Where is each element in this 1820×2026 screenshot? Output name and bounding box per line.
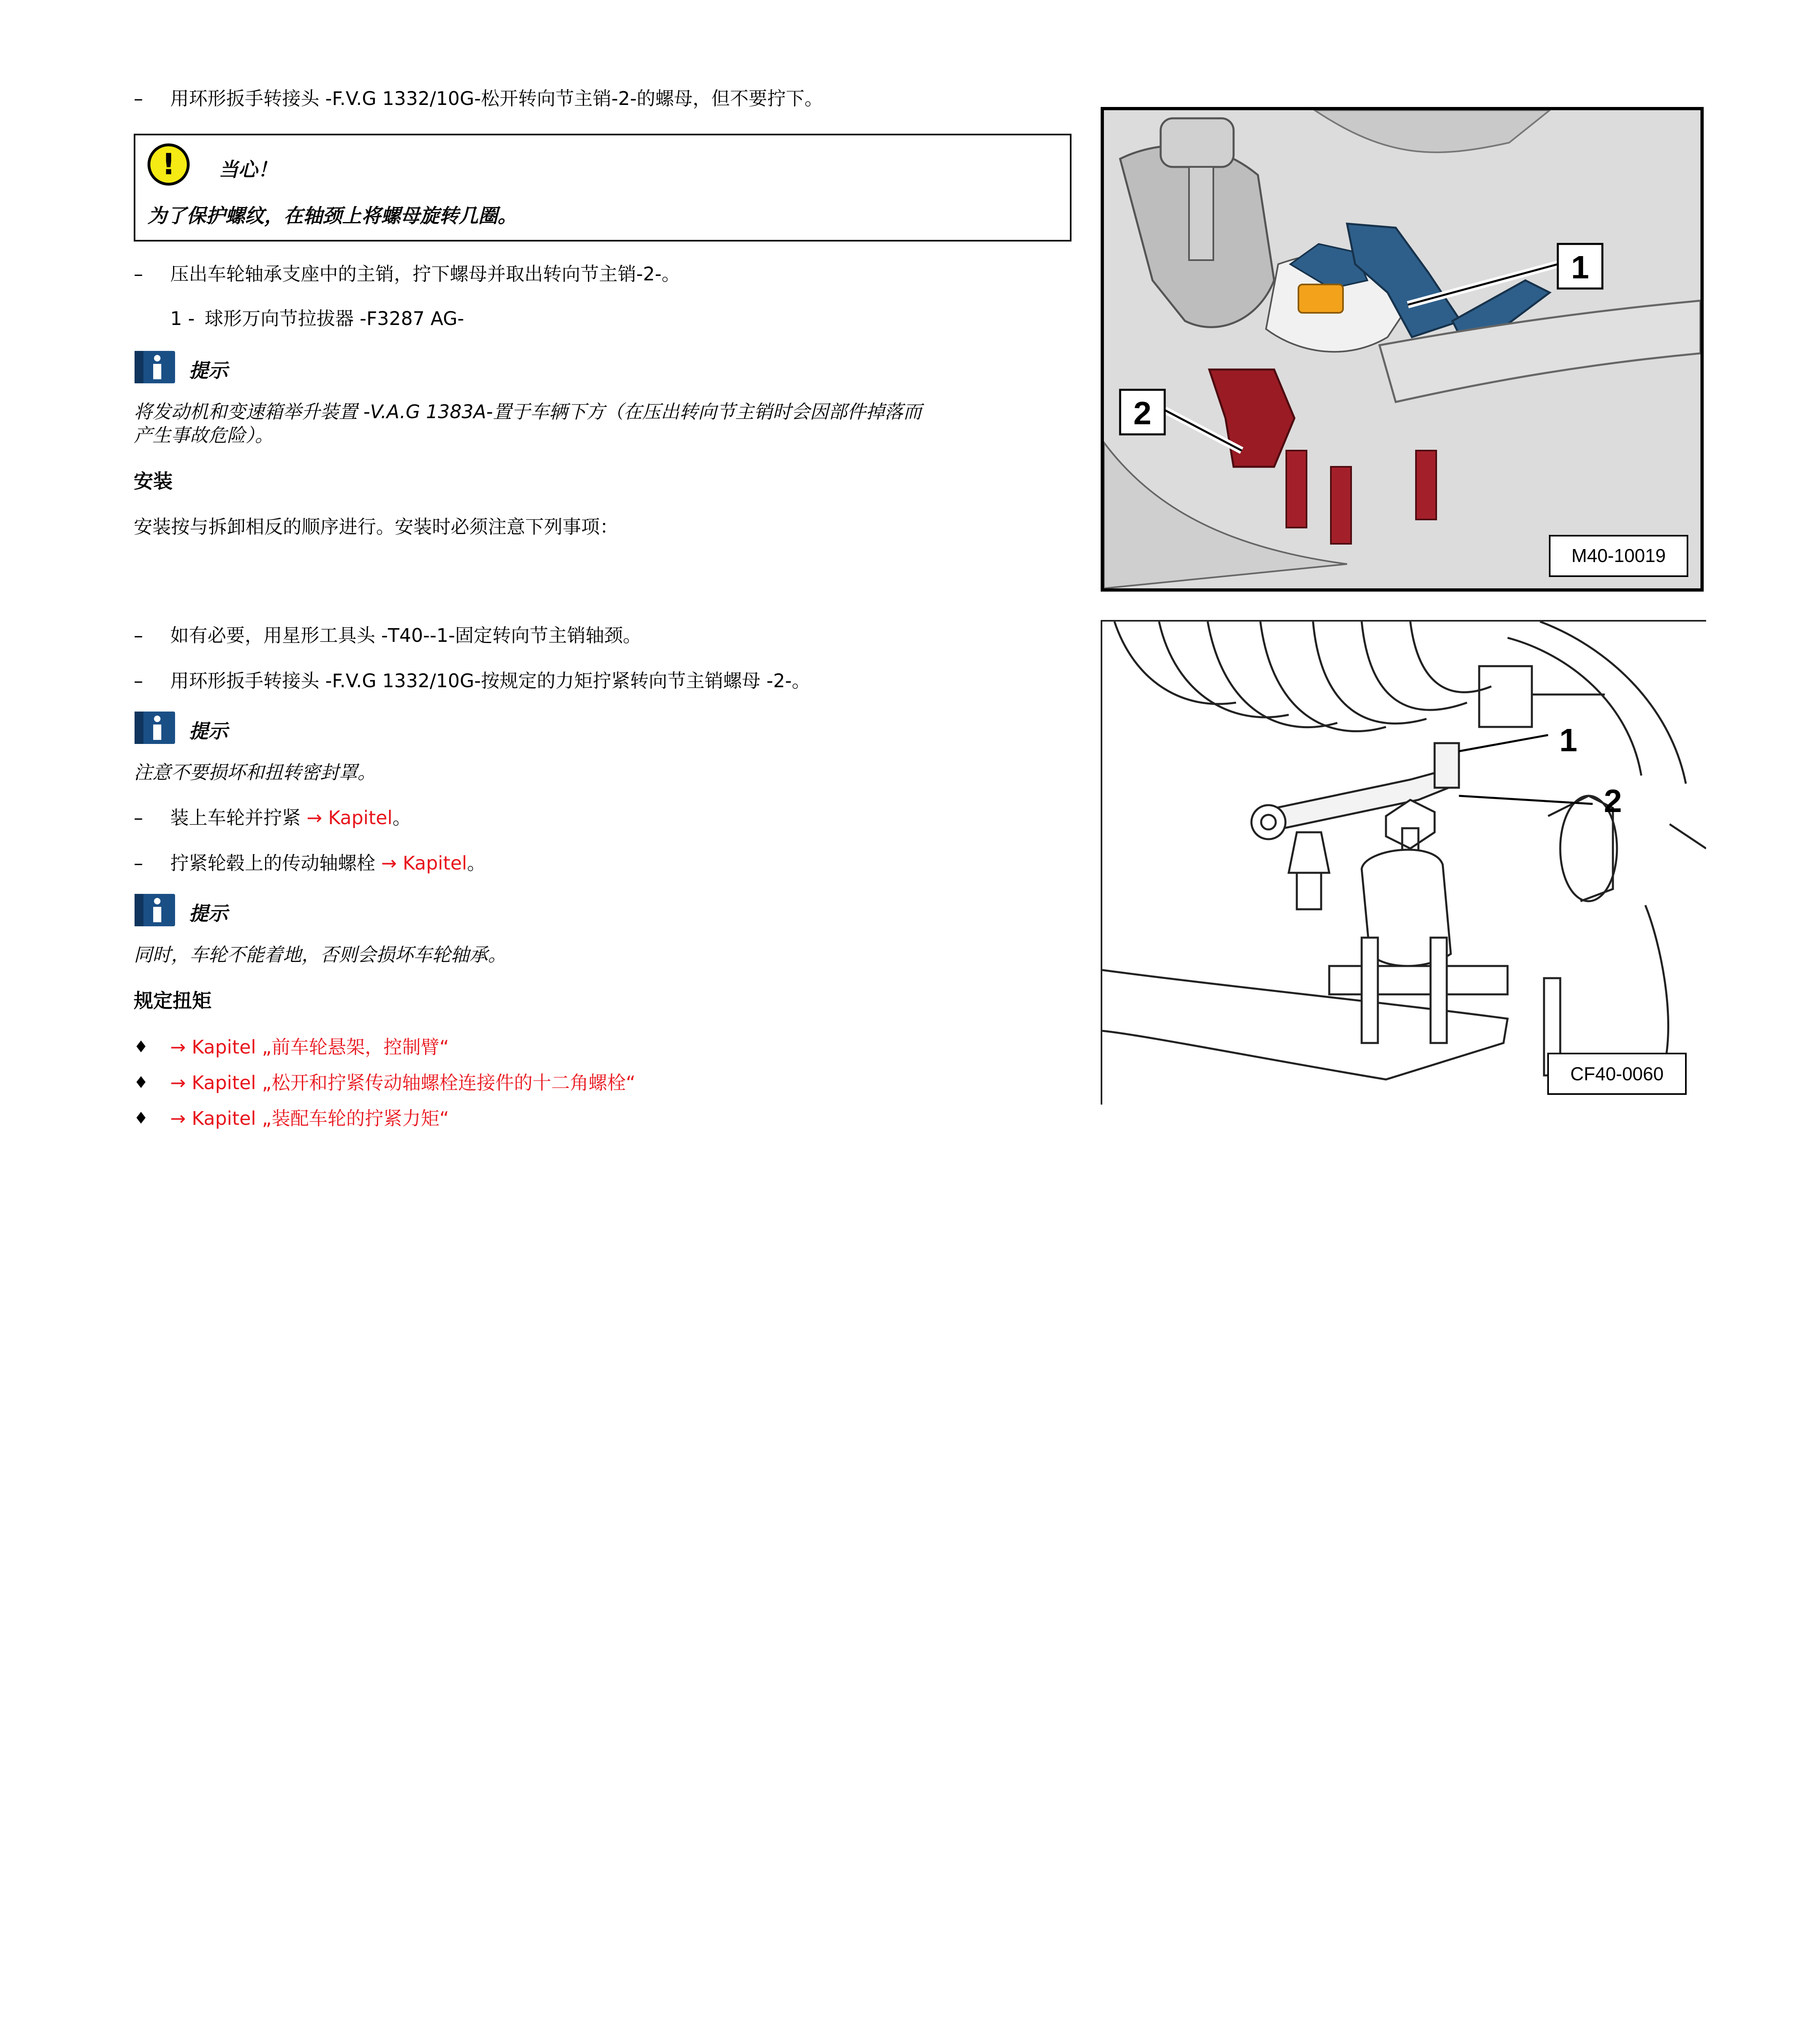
note-label: 提示 (189, 902, 228, 925)
torque-heading: 规定扭矩 (134, 989, 212, 1012)
period: 。 (467, 852, 486, 874)
info-icon (135, 712, 175, 744)
note3-text: 同时，车轮不能着地，否则会损坏车轮轴承。 (134, 944, 507, 966)
step-press-out: 压出车轮轴承支座中的主销，拧下螺母并取出转向节主销-2-。 (170, 263, 680, 285)
kapitel-link[interactable]: → Kapitel (306, 807, 393, 829)
figure-2-callout-2: 2 (1604, 783, 1622, 819)
install-text: 安装按与拆卸相反的顺序进行。安装时必须注意下列事项： (134, 516, 618, 538)
bullet-icon: ♦ (134, 1109, 148, 1128)
step-tighten-bolt (170, 852, 485, 874)
step-hold-journal: 如有必要，用星形工具头 -T40--1-固定转向节主销轴颈。 (170, 624, 642, 646)
period: 。 (392, 807, 411, 829)
note-label: 提示 (189, 720, 228, 743)
figure-2 (1101, 620, 1706, 1105)
note2-text: 注意不要损坏和扭转密封罩。 (134, 761, 376, 783)
figure-1 (1101, 107, 1704, 592)
torque-link-driveshaft-bolts[interactable]: → Kapitel „松开和拧紧传动轴螺栓连接件的十二角螺栓“ (170, 1072, 636, 1094)
caution-title: 当心！ (219, 158, 278, 181)
step-dash: – (134, 807, 143, 829)
tool-item-number: 1 - (170, 308, 195, 329)
step-mount-wheel (170, 806, 411, 829)
step-dash: – (134, 624, 143, 646)
torque-link-control-arm[interactable]: → Kapitel „前车轮悬架，控制臂“ (170, 1036, 449, 1058)
kapitel-link[interactable]: → Kapitel (381, 852, 467, 874)
step-mount-wheel-text: 装上车轮并拧紧 (170, 807, 301, 829)
step-dash: – (134, 263, 143, 285)
install-heading: 安装 (134, 470, 173, 493)
figure-2-callout-1: 1 (1559, 722, 1578, 758)
torque-link-wheel-torque[interactable]: → Kapitel „装配车轮的拧紧力矩“ (170, 1107, 449, 1129)
warning-icon: ! (148, 143, 190, 186)
step-tighten-bolt-text: 拧紧轮毂上的传动轴螺栓 (170, 852, 375, 874)
note1-line2: 产生事故危险）。 (134, 424, 274, 446)
figure-1-code: M40-10019 (1571, 545, 1666, 566)
info-icon (135, 351, 175, 383)
tool-item-label: 球形万向节拉拔器 -F3287 AG- (205, 308, 464, 329)
figure-1-callout-1: 1 (1571, 249, 1589, 285)
step-dash: – (134, 670, 143, 692)
note1-line1: 将发动机和变速箱举升装置 -V.A.G 1383A-置于车辆下方（在压出转向节主销时会因部件掉落而 (134, 401, 922, 423)
figure-2-illustration (1102, 622, 1706, 1105)
step-loosen-nut: 用环形扳手转接头 -F.V.G 1332/10G-松开转向节主销-2-的螺母，但不要拧下。 (170, 88, 823, 109)
figure-1-illustration (1104, 110, 1700, 588)
step-dash: – (134, 88, 143, 109)
caution-text: 为了保护螺纹，在轴颈上将螺母旋转几圈。 (148, 205, 518, 227)
info-icon (135, 894, 175, 926)
bullet-icon: ♦ (134, 1038, 148, 1056)
step-dash: – (134, 852, 143, 874)
figure-2-code: CF40-0060 (1570, 1063, 1664, 1084)
figure-1-callout-2: 2 (1133, 395, 1152, 431)
caution-box (134, 134, 1071, 241)
bullet-icon: ♦ (134, 1073, 148, 1092)
note-label: 提示 (189, 359, 228, 382)
step-tighten-nut: 用环形扳手转接头 -F.V.G 1332/10G-按规定的力矩拧紧转向节主销螺母 -2-。 (170, 670, 811, 692)
